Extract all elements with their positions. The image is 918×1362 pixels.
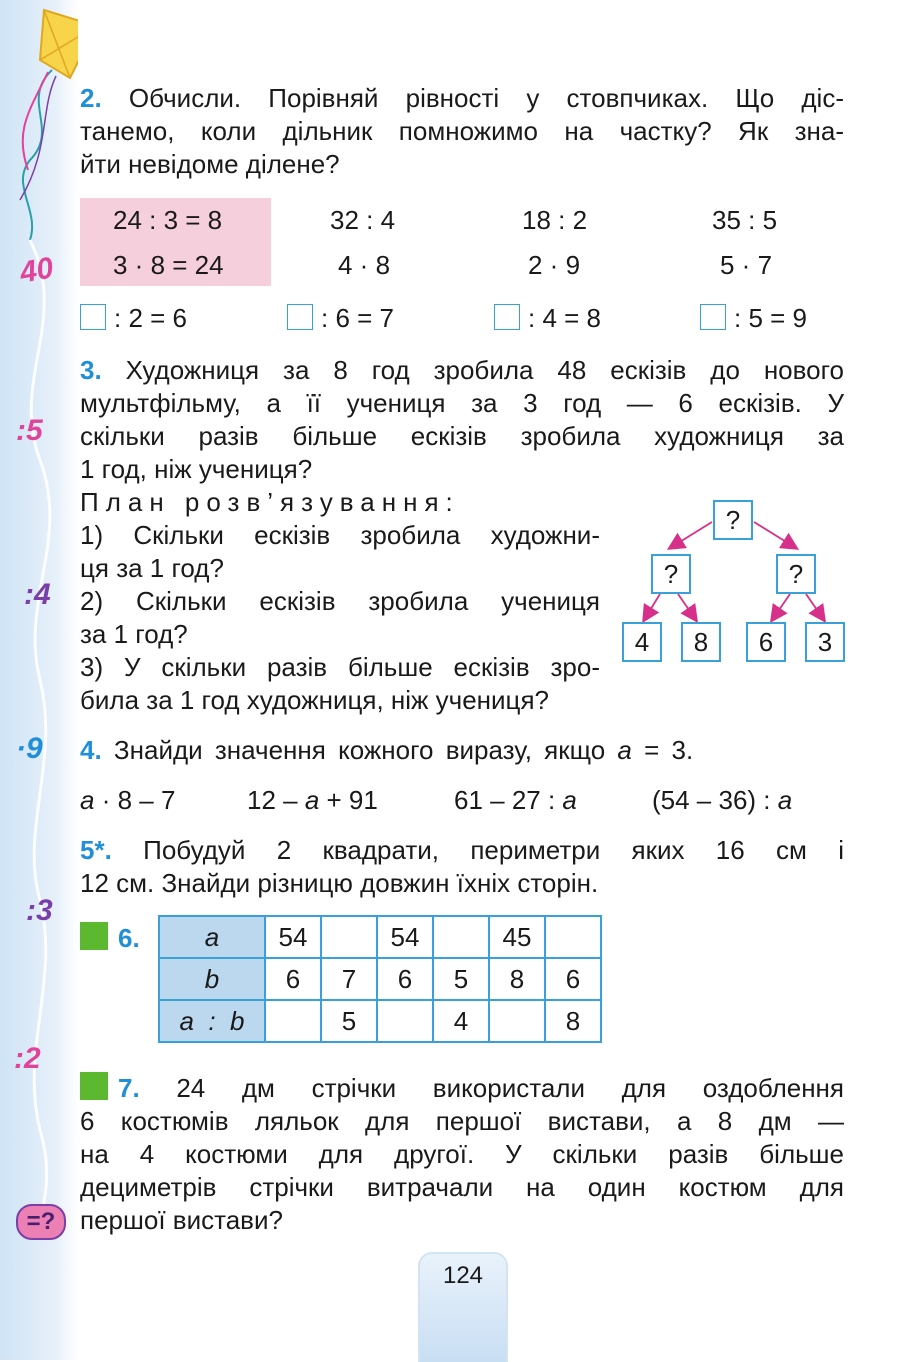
table-row-quotient bbox=[159, 1000, 601, 1042]
sidebar-mark-div4: :4 bbox=[24, 578, 51, 611]
task7-line-3: на 4 костюми для другої. У скільки разів більше bbox=[80, 1139, 844, 1169]
task2-line-2: танемо, коли дільник помножимо на частку? Як зна- bbox=[80, 116, 844, 146]
example-line-1: 24 : 3 = 8 bbox=[113, 205, 223, 235]
task5-line-1: 5*. Побудуй 2 квадрати, периметри яких 16 см і bbox=[80, 835, 844, 865]
table-cell: 5 bbox=[321, 1000, 377, 1042]
tree-node-top: ? bbox=[713, 500, 753, 540]
blank-eq-3: : 4 = 8 bbox=[528, 303, 601, 333]
task2-number: 2. bbox=[80, 83, 102, 113]
task2-line-1: 2. Обчисли. Порівняй рівності у стовпчиках. Що діс- bbox=[80, 83, 844, 113]
expr-2: 12 – a + 91 bbox=[247, 785, 378, 815]
sidebar-mark-div2: :2 bbox=[14, 1042, 41, 1075]
task3-line-2: мультфільму, а її учениця за 3 год — 6 ескізів. У bbox=[80, 388, 844, 418]
table-cell[interactable] bbox=[265, 1000, 321, 1042]
row-header-b: b bbox=[159, 958, 265, 1000]
table-row-a bbox=[159, 916, 601, 958]
plan-line-6: била за 1 год художниця, ніж учениця? bbox=[80, 685, 549, 715]
table-row-b bbox=[159, 958, 601, 1000]
table-cell: 54 bbox=[265, 916, 321, 958]
row-header-a: a bbox=[159, 916, 265, 958]
task4-number: 4. bbox=[80, 735, 102, 765]
col1-line1: 32 : 4 bbox=[330, 205, 396, 235]
task4-text: 4. Знайди значення кожного виразу, якщо a = 3. bbox=[80, 735, 694, 765]
expr-1: a · 8 – 7 bbox=[80, 785, 176, 815]
expr-3: 61 – 27 : a bbox=[454, 785, 577, 815]
blank-eq-1: : 2 = 6 bbox=[114, 303, 187, 333]
task7-number: 7. bbox=[118, 1073, 140, 1103]
task2-line-3: йти невідоме ділене? bbox=[80, 149, 340, 179]
task7-line-4: дециметрів стрічки витрачали на один костюм для bbox=[80, 1172, 844, 1202]
page-number: 124 bbox=[442, 1262, 484, 1289]
table-cell: 8 bbox=[545, 1000, 601, 1042]
table-cell: 54 bbox=[377, 916, 433, 958]
plan-line-1: 1) Скільки ескізів зробила художни- bbox=[80, 520, 600, 550]
plan-line-4: за 1 год? bbox=[80, 619, 188, 649]
col3-line2: 5 · 7 bbox=[720, 250, 773, 280]
task7-line-1: 7. 24 дм стрічки використали для оздоблення bbox=[118, 1073, 844, 1103]
table-cell[interactable] bbox=[545, 916, 601, 958]
task3-line-4: 1 год, ніж учениця? bbox=[80, 454, 313, 484]
task5-number: 5*. bbox=[80, 835, 112, 865]
task3-number: 3. bbox=[80, 355, 102, 385]
task7-line-2: 6 костюмів ляльок для першої вистави, а 8 дм — bbox=[80, 1106, 844, 1136]
task6-table bbox=[158, 915, 602, 1043]
table-cell: 5 bbox=[433, 958, 489, 1000]
table-cell: 4 bbox=[433, 1000, 489, 1042]
sidebar-mark-40: 40 bbox=[17, 251, 56, 290]
sidebar-mark-mul9: ·9 bbox=[16, 732, 43, 765]
task7-line-5: першої вистави? bbox=[80, 1205, 283, 1235]
col3-line1: 35 : 5 bbox=[712, 205, 778, 235]
table-cell[interactable] bbox=[321, 916, 377, 958]
table-cell[interactable] bbox=[489, 1000, 545, 1042]
tree-node-left: ? bbox=[651, 554, 691, 594]
blank-eq-2: : 6 = 7 bbox=[321, 303, 394, 333]
task5-text bbox=[80, 834, 844, 900]
tree-leaf-1: 4 bbox=[622, 622, 662, 662]
task3-line-1: 3. Художниця за 8 год зробила 48 ескізів до нового bbox=[80, 355, 844, 385]
sidebar-mark-div3: :3 bbox=[26, 894, 53, 927]
task3-line-3: скільки разів більше ескізів зробила художниця за bbox=[80, 421, 844, 451]
tree-leaf-4: 3 bbox=[805, 622, 845, 662]
col2-line2: 2 · 9 bbox=[528, 250, 581, 280]
table-cell: 6 bbox=[545, 958, 601, 1000]
question-bubble-text: =? bbox=[26, 1208, 56, 1235]
col2-line1: 18 : 2 bbox=[522, 205, 588, 235]
plan-line-2: ця за 1 год? bbox=[80, 553, 224, 583]
question-bubble-icon bbox=[16, 1204, 66, 1240]
green-square-marker bbox=[80, 922, 108, 950]
plan-line-3: 2) Скільки ескізів зробила учениця bbox=[80, 586, 600, 616]
tree-node-right: ? bbox=[776, 554, 816, 594]
table-cell: 6 bbox=[265, 958, 321, 1000]
task5-line-2: 12 см. Знайди різницю довжин їхніх сторін. bbox=[80, 868, 599, 898]
tree-leaf-3: 6 bbox=[746, 622, 786, 662]
row-header-quotient: a : b bbox=[159, 1000, 265, 1042]
plan-title: План розв’язування: bbox=[80, 487, 460, 517]
sidebar-mark-div5: :5 bbox=[16, 414, 43, 447]
task6-number: 6. bbox=[118, 923, 140, 953]
tree-leaf-2: 8 bbox=[681, 622, 721, 662]
plan-line-5: 3) У скільки разів більше ескізів зро- bbox=[80, 652, 600, 682]
table-cell: 6 bbox=[377, 958, 433, 1000]
page-number-tab bbox=[418, 1252, 508, 1362]
col1-line2: 4 · 8 bbox=[338, 250, 391, 280]
task7-text bbox=[80, 1072, 844, 1237]
example-line-2: 3 · 8 = 24 bbox=[113, 250, 224, 280]
table-cell: 45 bbox=[489, 916, 545, 958]
table-cell[interactable] bbox=[433, 916, 489, 958]
blank-eq-4: : 5 = 9 bbox=[734, 303, 807, 333]
table-cell: 8 bbox=[489, 958, 545, 1000]
table-cell: 7 bbox=[321, 958, 377, 1000]
expr-4: (54 – 36) : a bbox=[652, 785, 793, 815]
table-cell[interactable] bbox=[377, 1000, 433, 1042]
